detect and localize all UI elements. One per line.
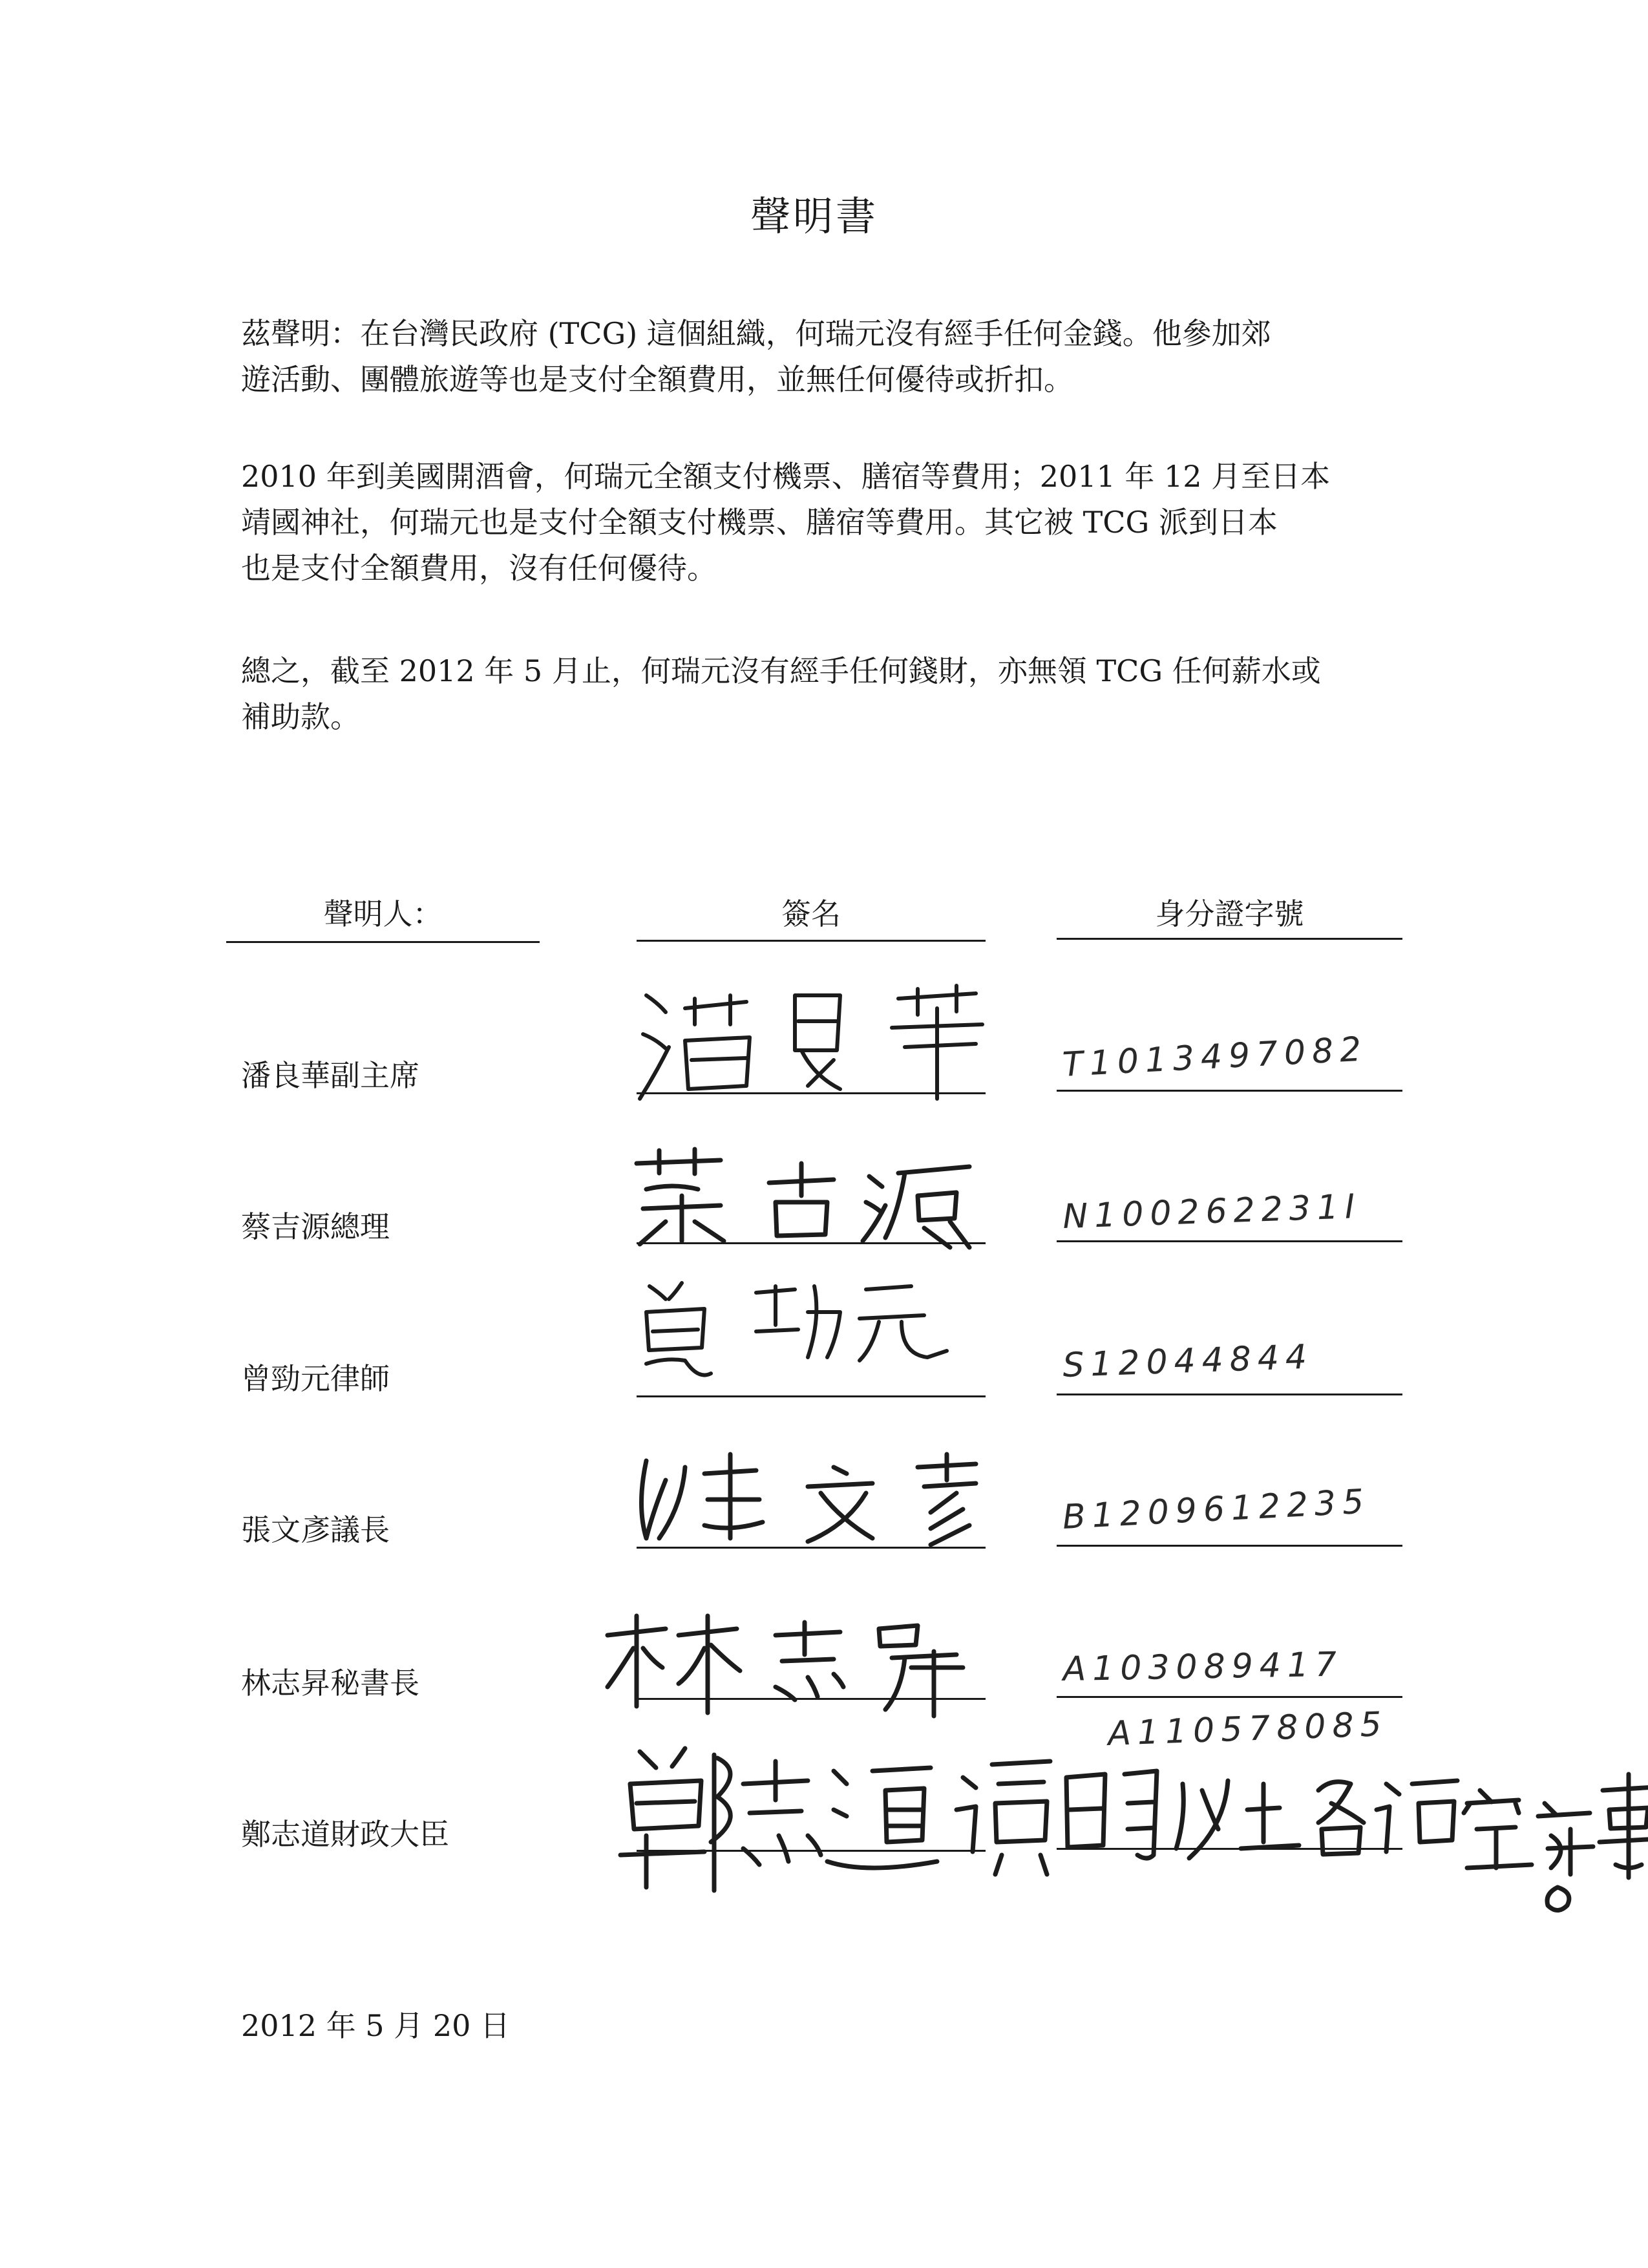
declarant-name-6: 鄭志道財政大臣: [241, 1817, 449, 1852]
signature-6: [620, 1748, 1648, 1911]
id-number-3: S12044844: [1062, 1337, 1314, 1385]
id-line-5: [1057, 1696, 1402, 1698]
id-line-3: [1057, 1394, 1402, 1395]
declarant-name-3: 曾勁元律師: [241, 1361, 390, 1396]
signature-line-1: [637, 1092, 986, 1094]
signature-line-2: [637, 1242, 986, 1244]
signature-line-6: [637, 1850, 986, 1852]
id-line-4: [1057, 1545, 1402, 1547]
id-number-2: N100262231I: [1062, 1187, 1362, 1236]
header-declarant: 聲明人：: [323, 896, 443, 931]
id-number-4: B1209612235: [1061, 1482, 1371, 1537]
paragraph-2: 2010 年到美國開酒會，何瑞元全額支付機票、膳宿等費用；2011 年 12 月至日本 靖國神社，何瑞元也是支付全額支付機票、膳宿等費用。其它被 TCG 派到日本 也是支付全額費用，沒有任何優待。: [241, 459, 1331, 586]
declarant-name-2: 蔡吉源總理: [241, 1209, 390, 1244]
signature-1: [640, 986, 982, 1099]
document-date: 2012 年 5 月 20 日: [241, 2008, 510, 2043]
paragraph-1: 茲聲明：在台灣民政府 (TCG) 這個組織，何瑞元沒有經手任何金錢。他參加郊 遊活動、團體旅遊等也是支付全額費用，並無任何優待或折扣。: [241, 316, 1271, 397]
signature-line-5: [637, 1698, 986, 1700]
declarant-name-1: 潘良華副主席: [241, 1058, 419, 1093]
header-rule-id-number: [1057, 938, 1402, 940]
header-id-number: 身分證字號: [1155, 896, 1304, 931]
header-signature: 簽名: [781, 896, 841, 931]
signature-line-3: [637, 1395, 986, 1397]
signature-5: [607, 1616, 963, 1716]
signature-line-4: [637, 1547, 986, 1549]
declarant-name-4: 張文彥議長: [241, 1512, 390, 1547]
id-number-6: A110578085: [1107, 1704, 1389, 1754]
declarant-name-5: 林志昇秘書長: [241, 1666, 419, 1701]
header-rule-signature: [637, 940, 986, 942]
id-line-6: [1057, 1848, 1402, 1850]
id-line-2: [1057, 1240, 1402, 1242]
id-line-1: [1057, 1090, 1402, 1092]
id-number-1: T1013497082: [1061, 1030, 1369, 1085]
header-rule-declarant: [226, 941, 540, 943]
signature-3: [646, 1283, 947, 1375]
document-title: 聲明書: [750, 193, 878, 240]
id-number-5: A103089417: [1062, 1645, 1344, 1689]
paragraph-3: 總之，截至 2012 年 5 月止，何瑞元沒有經手任何錢財，亦無領 TCG 任何薪水或 補助款。: [241, 653, 1321, 734]
signature-4: [642, 1454, 977, 1545]
signature-2: [637, 1149, 969, 1247]
